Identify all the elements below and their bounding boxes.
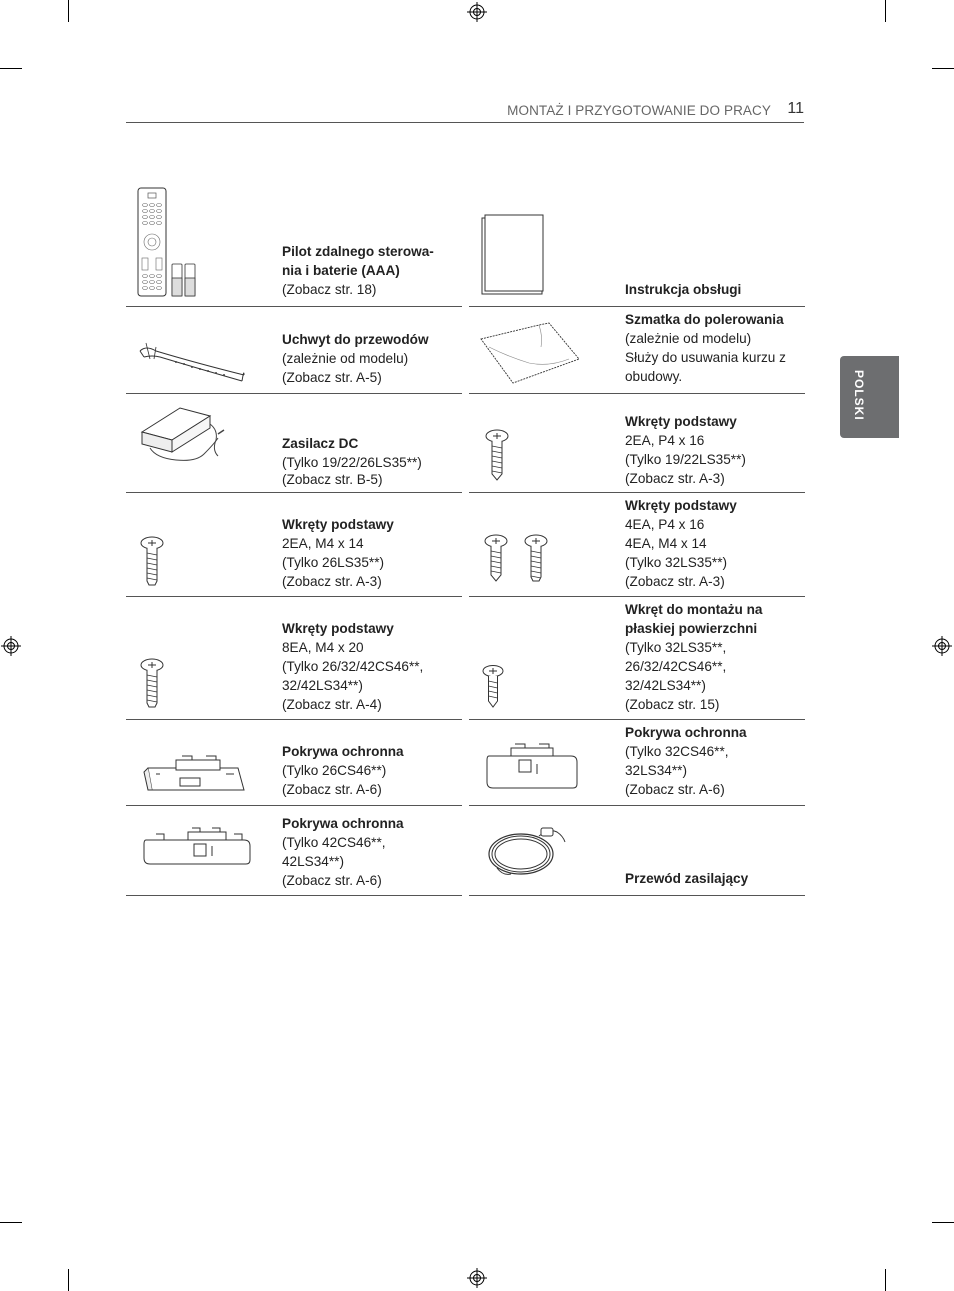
crop-mark xyxy=(885,1269,886,1291)
item-line: (Tylko 42CS46**, xyxy=(282,835,386,850)
item-title: Pokrywa ochronna xyxy=(625,725,747,740)
page-number: 11 xyxy=(787,100,804,117)
item-title: Wkręty podstawy xyxy=(282,517,394,532)
item-title: Zasilacz DC xyxy=(282,436,359,451)
item-protective-cover-42 xyxy=(126,806,462,896)
item-line: (Zobacz str. A-3) xyxy=(625,574,725,589)
language-tab xyxy=(840,356,899,438)
item-line: (Zobacz str. A-4) xyxy=(282,697,382,712)
item-line: (Tylko 26CS46**) xyxy=(282,763,387,778)
item-line: 26/32/42CS46**, xyxy=(625,659,727,674)
item-line: 2EA, P4 x 16 xyxy=(625,433,705,448)
crop-mark xyxy=(885,0,886,22)
crop-mark xyxy=(0,68,22,69)
item-title: Pilot zdalnego sterowa- nia i baterie (AAA) xyxy=(282,244,434,278)
item-line: (Zobacz str. A-3) xyxy=(282,574,382,589)
item-line: (zależnie od modelu) xyxy=(282,351,409,366)
crop-mark xyxy=(932,68,954,69)
protective-cover-icon xyxy=(126,806,276,895)
item-line: (Tylko 19/22/26LS35**) xyxy=(282,455,422,470)
item-line: 4EA, P4 x 16 xyxy=(625,517,705,532)
item-line: (Zobacz str. A-5) xyxy=(282,370,382,385)
item-title: Przewód zasilający xyxy=(625,871,749,886)
manual-book-icon xyxy=(469,180,619,306)
item-stand-screws-p4 xyxy=(469,394,805,493)
item-polishing-cloth xyxy=(469,307,805,394)
item-line: 32/42LS34**) xyxy=(282,678,363,693)
item-dc-adapter xyxy=(126,394,462,493)
registration-mark-icon xyxy=(932,636,952,656)
polishing-cloth-icon xyxy=(469,307,619,393)
item-line: (zależnie od modelu) xyxy=(625,331,752,346)
short-screw-icon xyxy=(469,597,619,719)
item-line: 32/42LS34**) xyxy=(625,678,706,693)
short-screw-icon xyxy=(469,394,619,492)
item-line: (Zobacz str. B-5) xyxy=(282,472,383,487)
protective-cover-icon xyxy=(126,720,276,805)
protective-cover-icon xyxy=(469,720,619,805)
power-cord-icon xyxy=(469,806,619,895)
item-line: 2EA, M4 x 14 xyxy=(282,536,364,551)
section-title: MONTAŻ I PRZYGOTOWANIE DO PRACY xyxy=(507,103,771,118)
item-title: Instrukcja obsługi xyxy=(625,282,742,297)
item-line: (Tylko 32LS35**, xyxy=(625,640,727,655)
screw-icon xyxy=(126,597,276,719)
item-title: Pokrywa ochronna xyxy=(282,816,404,831)
registration-mark-icon xyxy=(467,1268,487,1288)
crop-mark xyxy=(68,1269,69,1291)
item-title: Pokrywa ochronna xyxy=(282,744,404,759)
crop-mark xyxy=(68,0,69,22)
dc-adapter-icon xyxy=(126,394,276,492)
item-remote-control xyxy=(126,180,462,307)
item-protective-cover-26 xyxy=(126,720,462,806)
item-power-cord xyxy=(469,806,805,896)
item-line: (Zobacz str. A-6) xyxy=(625,782,725,797)
item-line: (Tylko 26/32/42CS46**, xyxy=(282,659,424,674)
item-line: (Zobacz str. 15) xyxy=(625,697,720,712)
item-line: obudowy. xyxy=(625,369,683,384)
item-line: (Tylko 32LS35**) xyxy=(625,555,728,570)
screw-icon xyxy=(126,493,276,596)
item-flat-mount-screw xyxy=(469,597,805,720)
item-line: (Zobacz str. A-6) xyxy=(282,782,382,797)
remote-control-icon xyxy=(126,180,276,306)
item-line: (Tylko 26LS35**) xyxy=(282,555,385,570)
item-line: Służy do usuwania kurzu z xyxy=(625,350,786,365)
item-title: Szmatka do polerowania xyxy=(625,312,784,327)
item-line: (Zobacz str. 18) xyxy=(282,282,377,297)
item-line: 42LS34**) xyxy=(282,854,344,869)
item-stand-screws-m4x20 xyxy=(126,597,462,720)
item-line: 4EA, M4 x 14 xyxy=(625,536,707,551)
item-line: (Tylko 19/22LS35**) xyxy=(625,452,746,467)
item-line: 8EA, M4 x 20 xyxy=(282,640,364,655)
cable-holder-icon xyxy=(126,307,276,393)
registration-mark-icon xyxy=(467,2,487,22)
item-line: (Zobacz str. A-6) xyxy=(282,873,382,888)
item-title: Wkręt do montażu na płaskiej powierzchni xyxy=(625,602,763,636)
item-stand-screws-m4x14 xyxy=(126,493,462,597)
item-line: 32LS34**) xyxy=(625,763,687,778)
language-tab-label: POLSKI xyxy=(852,370,866,421)
two-screws-icon xyxy=(469,493,619,596)
crop-mark xyxy=(932,1222,954,1223)
item-stand-screws-mixed xyxy=(469,493,805,597)
registration-mark-icon xyxy=(1,636,21,656)
item-title: Wkręty podstawy xyxy=(625,498,737,513)
item-protective-cover-32 xyxy=(469,720,805,806)
page-header xyxy=(126,100,804,123)
item-title: Wkręty podstawy xyxy=(282,621,394,636)
item-line: (Zobacz str. A-3) xyxy=(625,471,725,486)
item-cable-holder xyxy=(126,307,462,394)
crop-mark xyxy=(0,1222,22,1223)
item-line: (Tylko 32CS46**, xyxy=(625,744,729,759)
item-title: Uchwyt do przewodów xyxy=(282,332,429,347)
item-title: Wkręty podstawy xyxy=(625,414,737,429)
item-manual xyxy=(469,180,805,307)
